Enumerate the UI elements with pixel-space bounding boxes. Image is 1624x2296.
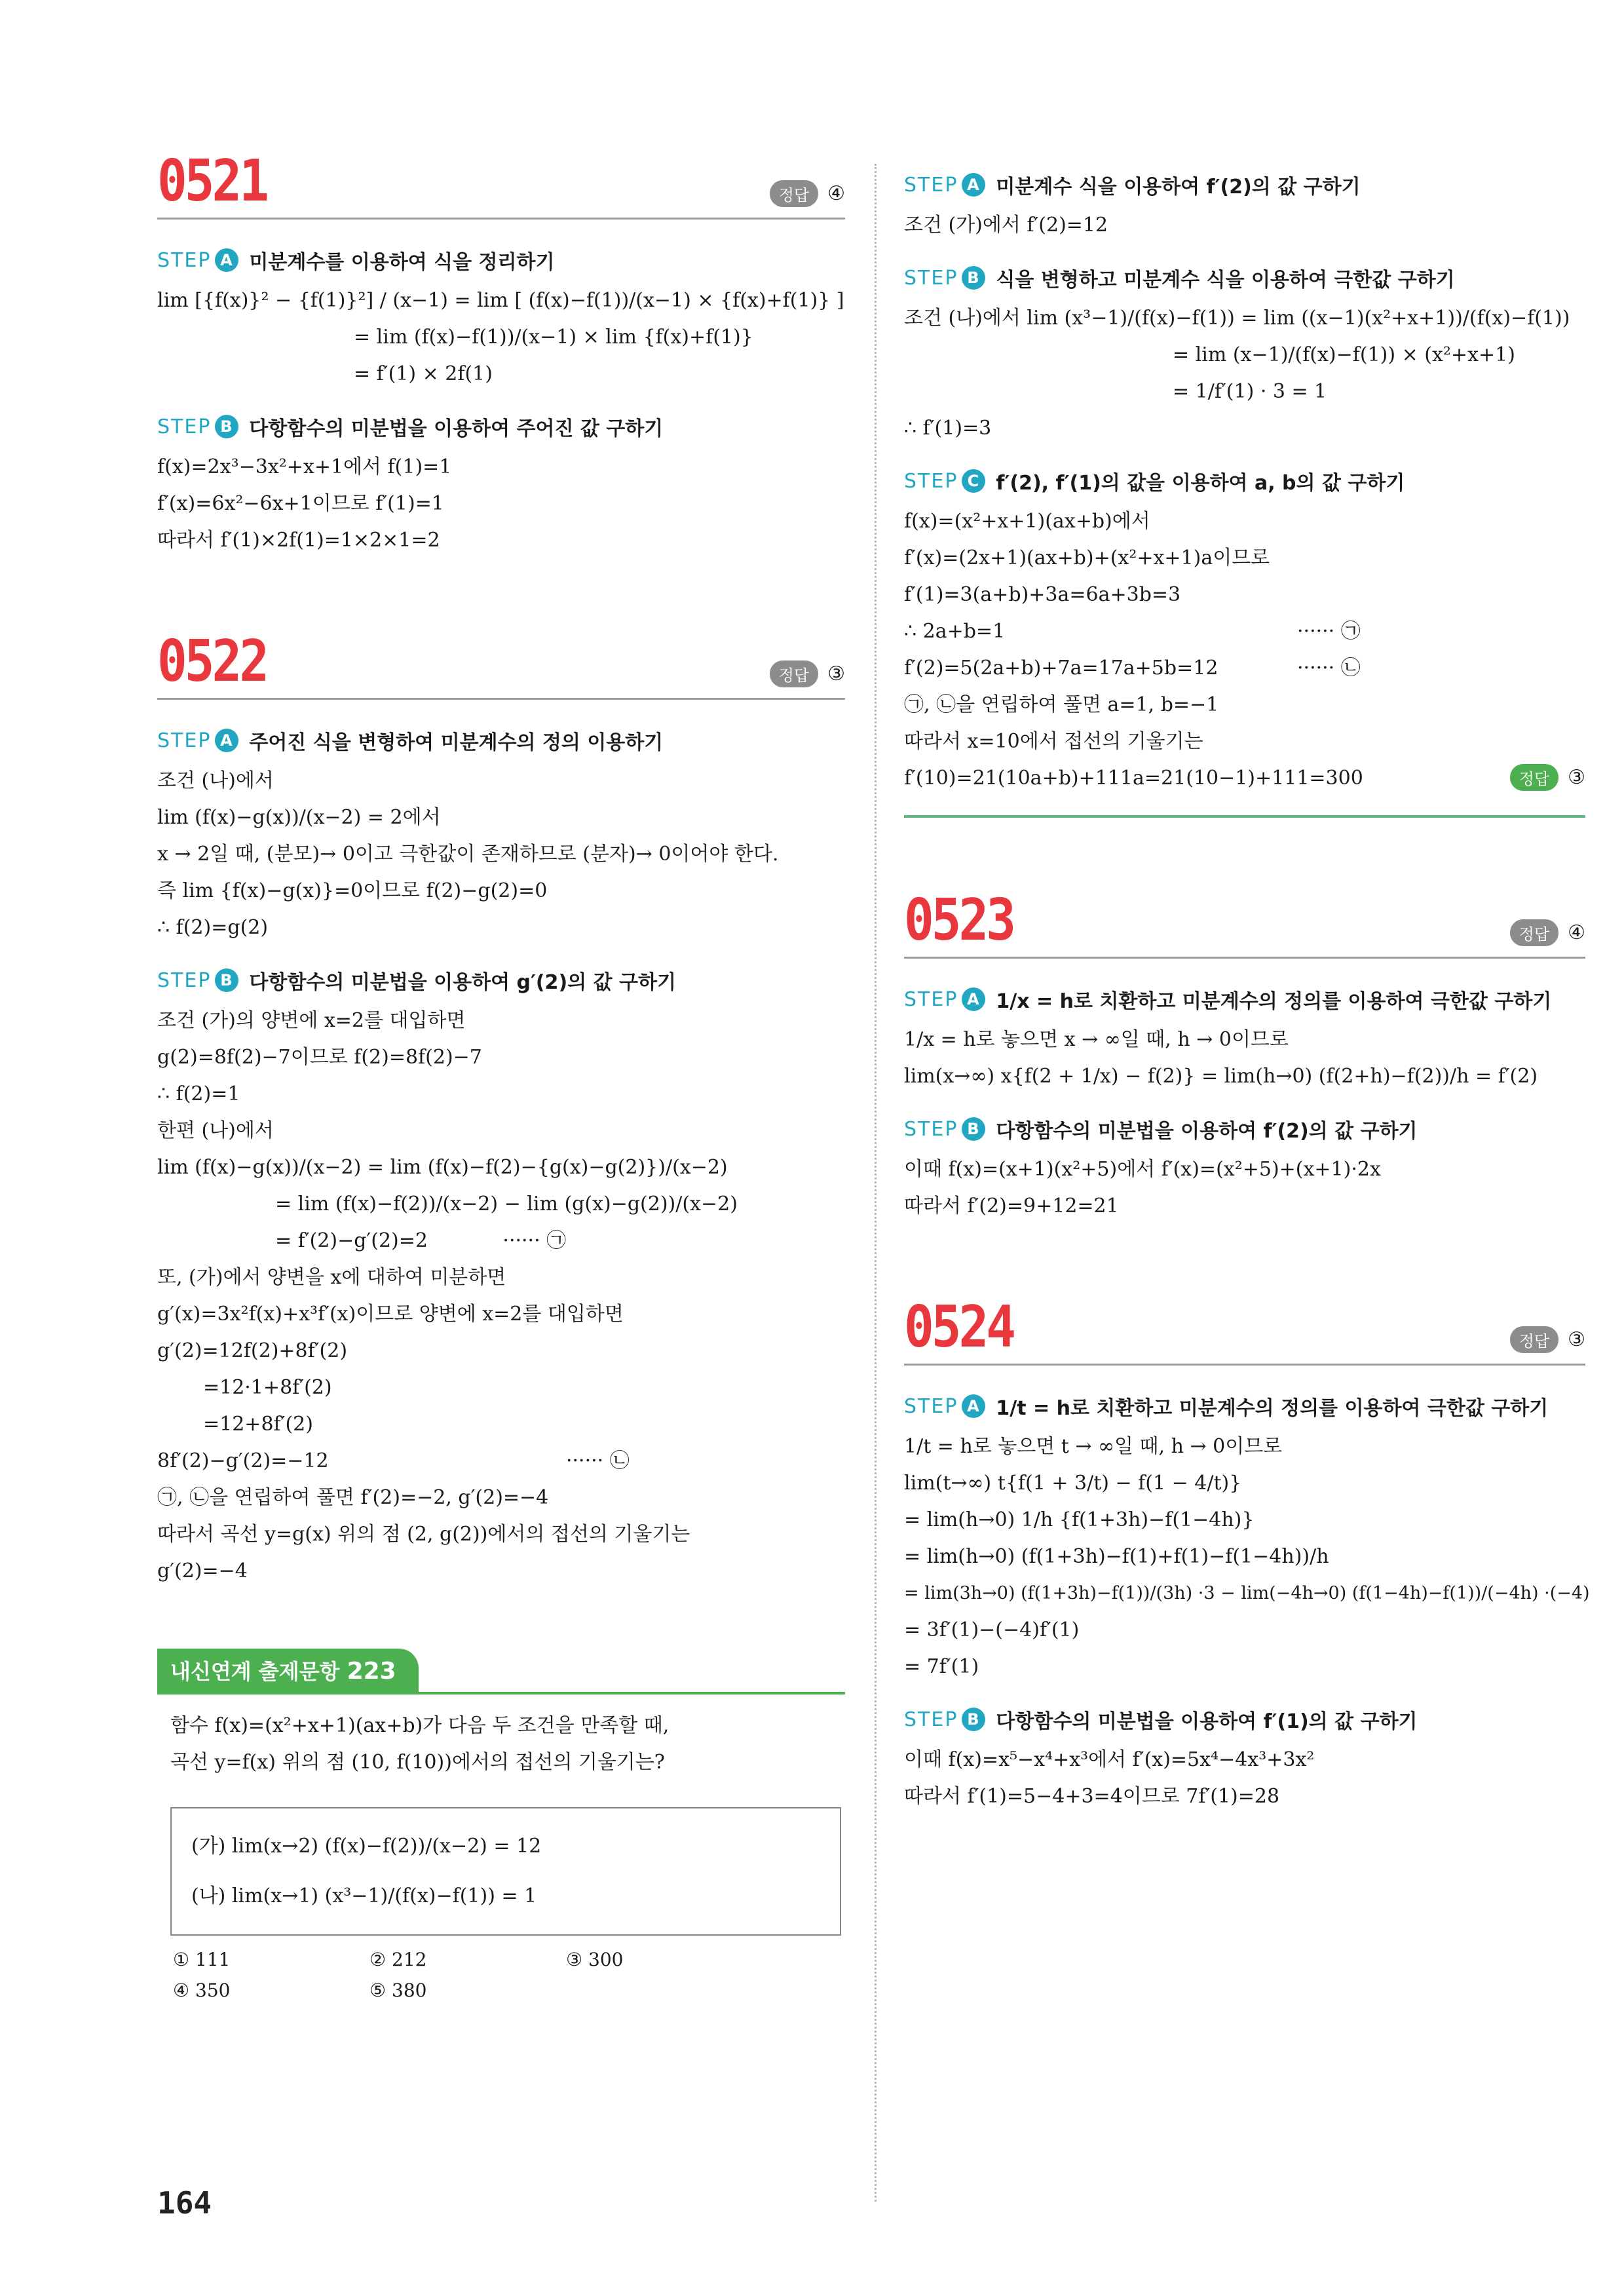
final-answer-row xyxy=(904,760,1585,818)
text-line: 따라서 곡선 y=g(x) 위의 점 (2, g(2))에서의 접선의 기울기는 xyxy=(157,1523,690,1546)
step-title: 1/x = h로 치환하고 미분계수의 정의를 이용하여 극한값 구하기 xyxy=(996,990,1552,1013)
condition-na: (나) lim(x→1) (x³−1)/(f(x)−f(1)) = 1 xyxy=(191,1885,537,1907)
step-title: 미분계수 식을 이용하여 f′(2)의 값 구하기 xyxy=(996,176,1361,199)
math-line: ㉠, ㉡을 연립하여 풀면 f′(2)=−2, g′(2)=−4 xyxy=(157,1486,549,1509)
step-word: STEP xyxy=(157,968,212,992)
answer-label: 정답 xyxy=(770,180,818,207)
math-line: lim (f(x)−g(x))/(x−2) = lim (f(x)−f(2)−{g(x)−g(2)})/(x−2) xyxy=(157,1156,728,1179)
question-text: 곡선 y=f(x) 위의 점 (10, f(10))에서의 접선의 기울기는? xyxy=(170,1751,665,1774)
math-line: ㉠, ㉡을 연립하여 풀면 a=1, b=−1 xyxy=(904,693,1219,716)
step-tag xyxy=(157,968,238,992)
right-column xyxy=(904,164,1590,1815)
step-letter: A xyxy=(962,173,985,197)
step-tag xyxy=(904,469,985,493)
step-word: STEP xyxy=(904,987,958,1011)
math-line: 조건 (가)에서 f′(2)=12 xyxy=(904,214,1108,237)
step-heading xyxy=(904,985,1585,1014)
step-tag xyxy=(904,1394,985,1418)
text-line: x → 2일 때, (분모)→ 0이고 극한값이 존재하므로 (분자)→ 0이어야 한다. xyxy=(157,843,779,866)
problem-header-0522 xyxy=(157,627,845,700)
step-letter: A xyxy=(215,248,238,272)
math-line: 따라서 f′(2)=9+12=21 xyxy=(904,1195,1119,1217)
step-title: 식을 변형하고 미분계수 식을 이용하여 극한값 구하기 xyxy=(996,269,1455,292)
math-line: g′(x)=3x²f(x)+x³f′(x)이므로 양변에 x=2를 대입하면 xyxy=(157,1303,624,1326)
step-heading xyxy=(157,246,845,275)
step-word: STEP xyxy=(904,173,958,197)
math-line: lim(x→∞) x{f(2 + 1/x) − f(2)} = lim(h→0) (f(2+h)−f(2))/h = f′(2) xyxy=(904,1065,1538,1088)
step-letter: B xyxy=(215,415,238,438)
step-letter: B xyxy=(962,266,985,290)
step-letter: C xyxy=(962,469,985,493)
answer-badge xyxy=(770,180,845,207)
choice-4: ④ 350 xyxy=(173,1980,231,2001)
math-line: g(2)=8f(2)−7이므로 f(2)=8f(2)−7 xyxy=(157,1046,482,1069)
math-line: 이때 f(x)=(x+1)(x²+5)에서 f′(x)=(x²+5)+(x+1)·2x xyxy=(904,1158,1381,1181)
step-heading xyxy=(157,966,845,995)
spacer xyxy=(904,818,1585,896)
problem-number: 0521 xyxy=(157,147,267,214)
problem-number: 0523 xyxy=(904,886,1014,953)
math-line: g′(2)=−4 xyxy=(157,1559,248,1582)
math-line: =12·1+8f′(2) xyxy=(203,1376,332,1399)
math-line xyxy=(904,613,1585,650)
answer-label: 정답 xyxy=(1510,1326,1558,1353)
text-line: 조건 (가)의 양변에 x=2를 대입하면 xyxy=(157,1009,466,1032)
text-line: 조건 (나)에서 xyxy=(157,769,274,792)
math-line: = f′(1) × 2f(1) xyxy=(354,362,493,385)
math-line: =12+8f′(2) xyxy=(203,1413,313,1436)
answer-value: ③ xyxy=(1568,765,1585,789)
math-line: = lim (f(x)−f(1))/(x−1) × lim {f(x)+f(1)} xyxy=(354,326,753,349)
math-line: f′(x)=6x²−6x+1이므로 f′(1)=1 xyxy=(157,492,444,515)
problem-header-0521 xyxy=(157,147,845,220)
spacer xyxy=(904,1225,1585,1303)
page-number: 164 xyxy=(157,2185,212,2221)
math-line: lim [{f(x)}² − {f(1)}²] / (x−1) = lim [ (f(x)−f(1))/(x−1) × {f(x)+f(1)} ] xyxy=(157,289,844,312)
math-text: = f′(2)−g′(2)=2 xyxy=(275,1229,428,1252)
equation-ref: ······ ㉡ xyxy=(565,1449,630,1472)
question-text: 함수 f(x)=(x²+x+1)(ax+b)가 다음 두 조건을 만족할 때, xyxy=(170,1714,670,1737)
step-word: STEP xyxy=(157,248,212,272)
step-title: 미분계수를 이용하여 식을 정리하기 xyxy=(249,251,555,274)
math-line xyxy=(157,1223,845,1259)
step-tag xyxy=(157,729,238,752)
step-title: 다항함수의 미분법을 이용하여 g′(2)의 값 구하기 xyxy=(249,971,676,994)
step-title: 1/t = h로 치환하고 미분계수의 정의를 이용하여 극한값 구하기 xyxy=(996,1397,1549,1420)
step-title: 다항함수의 미분법을 이용하여 f′(2)의 값 구하기 xyxy=(996,1120,1418,1143)
step-letter: B xyxy=(962,1117,985,1141)
linked-tag-text: 내신연계 출제문항 xyxy=(170,1659,340,1684)
math-line: lim(t→∞) t{f(1 + 3/t) − f(1 − 4/t)} xyxy=(904,1472,1242,1495)
step-heading xyxy=(904,1705,1585,1734)
conditions-box xyxy=(170,1807,841,1936)
text-line: 따라서 x=10에서 접선의 기울기는 xyxy=(904,730,1203,753)
math-line: ∴ f′(1)=3 xyxy=(904,417,992,440)
answer-value: ④ xyxy=(1568,921,1585,944)
choice-5: ⑤ 380 xyxy=(369,1980,427,2001)
math-line: ∴ f(2)=g(2) xyxy=(157,916,269,939)
answer-badge xyxy=(1510,1326,1585,1353)
step-tag xyxy=(904,1117,985,1141)
step-letter: A xyxy=(215,729,238,752)
math-text: ∴ 2a+b=1 xyxy=(904,620,1006,643)
math-line: = lim(3h→0) (f(1+3h)−f(1))/(3h) ·3 − lim(−4h→0) (f(1−4h)−f(1))/(−4h) ·(−4) xyxy=(904,1583,1590,1603)
step-tag xyxy=(904,266,985,290)
step-word: STEP xyxy=(904,469,958,493)
math-line: = lim (f(x)−f(2))/(x−2) − lim (g(x)−g(2))/(x−2) xyxy=(275,1193,738,1215)
condition-ga: (가) lim(x→2) (f(x)−f(2))/(x−2) = 12 xyxy=(191,1835,542,1858)
step-word: STEP xyxy=(157,415,212,438)
step-heading xyxy=(157,412,845,441)
math-line: 따라서 f′(1)×2f(1)=1×2×1=2 xyxy=(157,529,440,552)
math-line: = 1/f′(1) · 3 = 1 xyxy=(1173,380,1327,403)
spacer xyxy=(157,559,845,638)
step-tag xyxy=(157,248,238,272)
math-line: g′(2)=12f(2)+8f′(2) xyxy=(157,1339,348,1362)
step-letter: B xyxy=(215,968,238,992)
linked-question-tag xyxy=(157,1649,419,1692)
step-heading xyxy=(904,170,1585,199)
step-heading xyxy=(904,1115,1585,1143)
answer-choices xyxy=(173,1949,845,2001)
math-line: ∴ f(2)=1 xyxy=(157,1082,240,1105)
step-word: STEP xyxy=(904,1394,958,1418)
column-divider xyxy=(875,164,877,2202)
answer-badge xyxy=(1510,919,1585,946)
step-tag xyxy=(904,1708,985,1731)
math-line: = lim (x−1)/(f(x)−f(1)) × (x²+x+1) xyxy=(1173,343,1515,366)
step-heading xyxy=(904,263,1585,292)
step-tag xyxy=(904,987,985,1011)
step-title: 다항함수의 미분법을 이용하여 f′(1)의 값 구하기 xyxy=(996,1710,1418,1733)
equation-ref: ······ ㉠ xyxy=(1297,620,1361,643)
text-line: 한편 (나)에서 xyxy=(157,1119,274,1142)
step-letter: A xyxy=(962,987,985,1011)
step-heading xyxy=(904,467,1585,495)
step-word: STEP xyxy=(904,266,958,290)
math-line xyxy=(157,1443,845,1480)
step-title: f′(2), f′(1)의 값을 이용하여 a, b의 값 구하기 xyxy=(996,472,1405,495)
answer-value: ③ xyxy=(1568,1328,1585,1351)
math-line: 즉 lim {f(x)−g(x)}=0이므로 f(2)−g(2)=0 xyxy=(157,879,548,902)
math-line: lim (f(x)−g(x))/(x−2) = 2에서 xyxy=(157,806,441,829)
math-line: 1/x = h로 놓으면 x → ∞일 때, h → 0이므로 xyxy=(904,1028,1289,1051)
step-heading xyxy=(904,1392,1585,1421)
equation-ref: ······ ㉡ xyxy=(1297,657,1361,679)
math-line: f′(10)=21(10a+b)+111a=21(10−1)+111=300 xyxy=(904,767,1363,790)
choice-2: ② 212 xyxy=(369,1949,427,1970)
math-line: 조건 (나)에서 lim (x³−1)/(f(x)−f(1)) = lim ((x−1)(x²+x+1))/(f(x)−f(1)) xyxy=(904,307,1570,330)
problem-number: 0524 xyxy=(904,1293,1014,1360)
math-line: f′(1)=3(a+b)+3a=6a+3b=3 xyxy=(904,583,1181,606)
linked-question-header xyxy=(157,1649,845,1694)
math-line: = lim(h→0) 1/h {f(1+3h)−f(1−4h)} xyxy=(904,1508,1255,1531)
problem-number: 0522 xyxy=(157,627,267,695)
answer-label: 정답 xyxy=(1510,764,1558,791)
step-word: STEP xyxy=(904,1117,958,1141)
left-column xyxy=(157,147,845,2001)
math-line: = 3f′(1)−(−4)f′(1) xyxy=(904,1618,1080,1641)
text-line: 또, (가)에서 양변을 x에 대하여 미분하면 xyxy=(157,1266,506,1289)
math-line xyxy=(904,650,1585,687)
math-line: 1/t = h로 놓으면 t → ∞일 때, h → 0이므로 xyxy=(904,1435,1283,1458)
choice-3: ③ 300 xyxy=(566,1949,624,1970)
math-line: = 7f′(1) xyxy=(904,1655,979,1678)
math-text: 8f′(2)−g′(2)=−12 xyxy=(157,1449,329,1472)
math-line: f(x)=2x³−3x²+x+1에서 f(1)=1 xyxy=(157,455,452,478)
math-line: = lim(h→0) (f(1+3h)−f(1)+f(1)−f(1−4h))/h xyxy=(904,1545,1329,1568)
step-letter: A xyxy=(962,1394,985,1418)
math-line: 따라서 f′(1)=5−4+3=4이므로 7f′(1)=28 xyxy=(904,1785,1280,1808)
math-line: f(x)=(x²+x+1)(ax+b)에서 xyxy=(904,510,1150,533)
answer-badge xyxy=(1510,764,1585,791)
math-text: f′(2)=5(2a+b)+7a=17a+5b=12 xyxy=(904,657,1218,679)
step-tag xyxy=(157,415,238,438)
equation-ref: ······ ㉠ xyxy=(502,1229,567,1252)
problem-header-0523 xyxy=(904,886,1585,959)
choice-1: ① 111 xyxy=(173,1949,231,1970)
math-line: 이때 f(x)=x⁵−x⁴+x³에서 f′(x)=5x⁴−4x³+3x² xyxy=(904,1748,1315,1771)
step-heading xyxy=(157,726,845,755)
problem-header-0524 xyxy=(904,1293,1585,1366)
step-letter: B xyxy=(962,1708,985,1731)
answer-value: ③ xyxy=(827,662,845,685)
step-word: STEP xyxy=(157,729,212,752)
answer-badge xyxy=(770,660,845,687)
step-tag xyxy=(904,173,985,197)
answer-label: 정답 xyxy=(1510,919,1558,946)
step-word: STEP xyxy=(904,1708,958,1731)
math-line: f′(x)=(2x+1)(ax+b)+(x²+x+1)a이므로 xyxy=(904,546,1270,569)
linked-tag-number: 223 xyxy=(347,1658,396,1685)
step-title: 다항함수의 미분법을 이용하여 주어진 값 구하기 xyxy=(249,417,664,440)
answer-value: ④ xyxy=(827,182,845,205)
step-title: 주어진 식을 변형하여 미분계수의 정의 이용하기 xyxy=(249,731,664,754)
answer-label: 정답 xyxy=(770,660,818,687)
